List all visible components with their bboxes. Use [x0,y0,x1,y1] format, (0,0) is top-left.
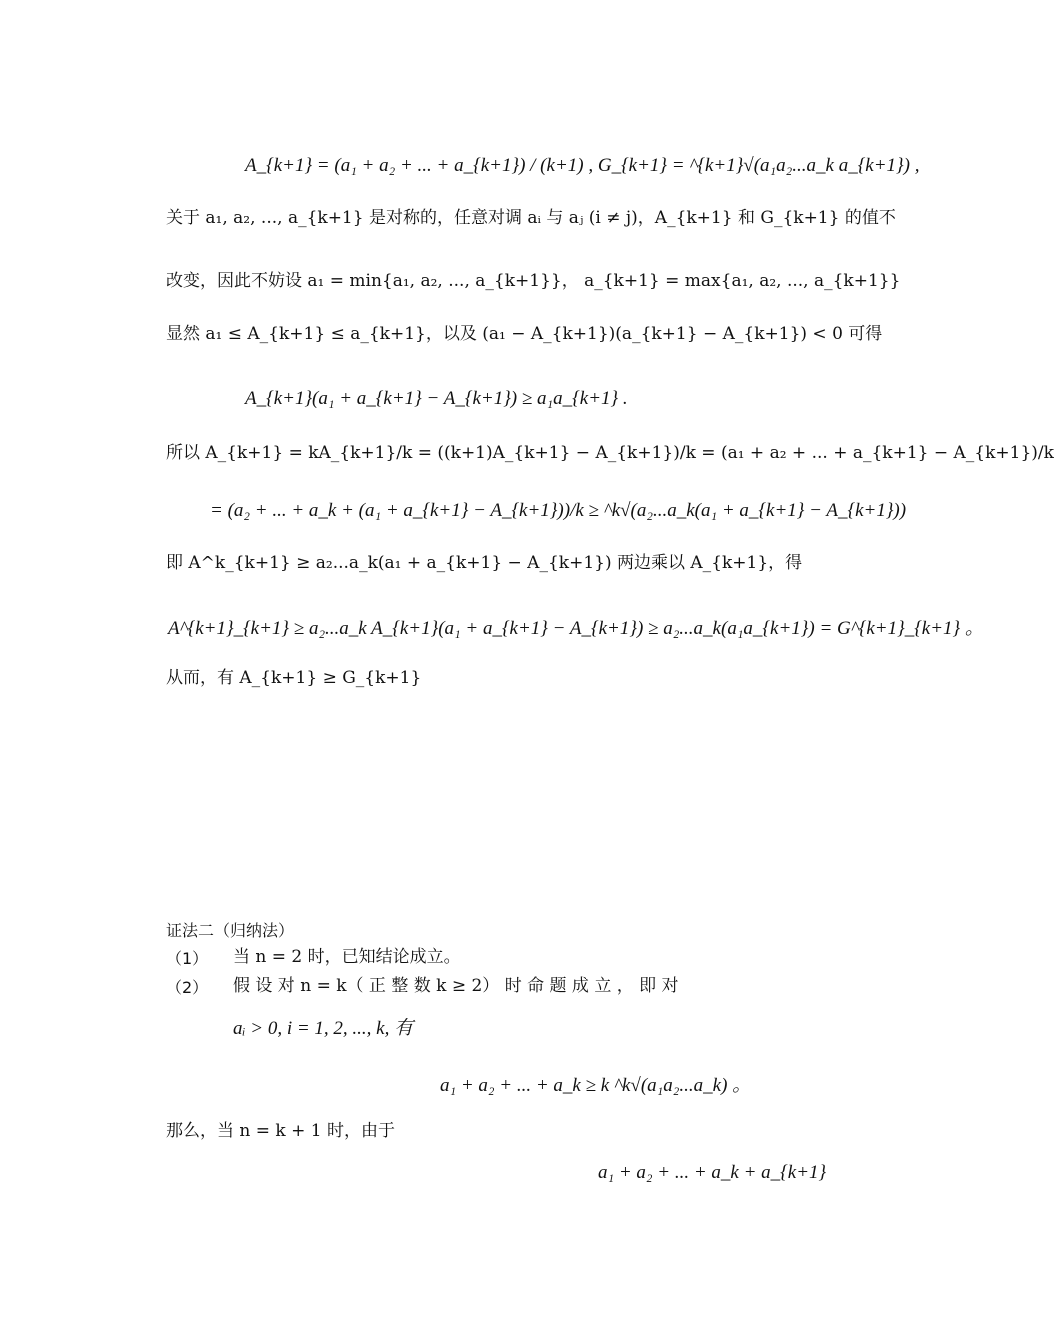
conclusion-line: 从而，有 A_{k+1} ≥ G_{k+1} [166,668,422,688]
multiply-line: A^{k+1}_{k+1} ≥ a₂...a_k A_{k+1}(a₁ + a_{k+1} − A_{k+1}) ≥ a₂...a_k(a₁a_{k+1}) = G^{k+1}_{k+1} 。 [168,618,984,639]
inequality-1: A_{k+1}(a₁ + a_{k+1} − A_{k+1}) ≥ a₁a_{k+1} . [245,388,628,409]
therefore-line: 所以 A_{k+1} = kA_{k+1}/k = ((k+1)A_{k+1} − A_{k+1})/k = (a₁ + a₂ + ... + a_{k+1} − A_{k+1})/k [166,443,1054,463]
definition-formula: A_{k+1} = (a₁ + a₂ + ... + a_{k+1}) / (k+1) , G_{k+1} = ^{k+1}√(a₁a₂...a_k a_{k+1}) , [245,155,920,176]
step2-condition: aᵢ > 0, i = 1, 2, ..., k, 有 [233,1018,414,1039]
step2-text: 假 设 对 n = k（ 正 整 数 k ≥ 2） 时 命 题 成 立 ， 即 对 [233,976,679,996]
step1-text: 当 n = 2 时，已知结论成立。 [233,947,461,967]
namely-line: 即 A^k_{k+1} ≥ a₂...a_k(a₁ + a_{k+1} − A_{k+1}) 两边乘以 A_{k+1}，得 [166,553,803,573]
proof2-heading: 证法二（归纳法） [166,921,295,940]
sum-expression: a₁ + a₂ + ... + a_k + a_{k+1} [598,1162,827,1183]
step2-label: （2） [166,978,209,997]
therefore-line-2: = (a₂ + ... + a_k + (a₁ + a_{k+1} − A_{k+1}))/k ≥ ^k√(a₂...a_k(a₁ + a_{k+1} − A_{k+1})) [210,500,907,521]
step1-label: （1） [166,949,209,968]
then-line: 那么，当 n = k + 1 时，由于 [166,1121,395,1141]
step2-inequality: a₁ + a₂ + ... + a_k ≥ k ^k√(a₁a₂...a_k) 。 [440,1075,752,1096]
symmetry-line: 关于 a₁, a₂, ..., a_{k+1} 是对称的，任意对调 aᵢ 与 aⱼ (i ≠ j)，A_{k+1} 和 G_{k+1} 的值不 [166,208,896,228]
wlog-line: 改变，因此不妨设 a₁ = min{a₁, a₂, ..., a_{k+1}}， a_{k+1} = max{a₁, a₂, ..., a_{k+1}} [166,271,901,291]
obvious-line: 显然 a₁ ≤ A_{k+1} ≤ a_{k+1}，以及 (a₁ − A_{k+1})(a_{k+1} − A_{k+1}) < 0 可得 [166,324,883,344]
